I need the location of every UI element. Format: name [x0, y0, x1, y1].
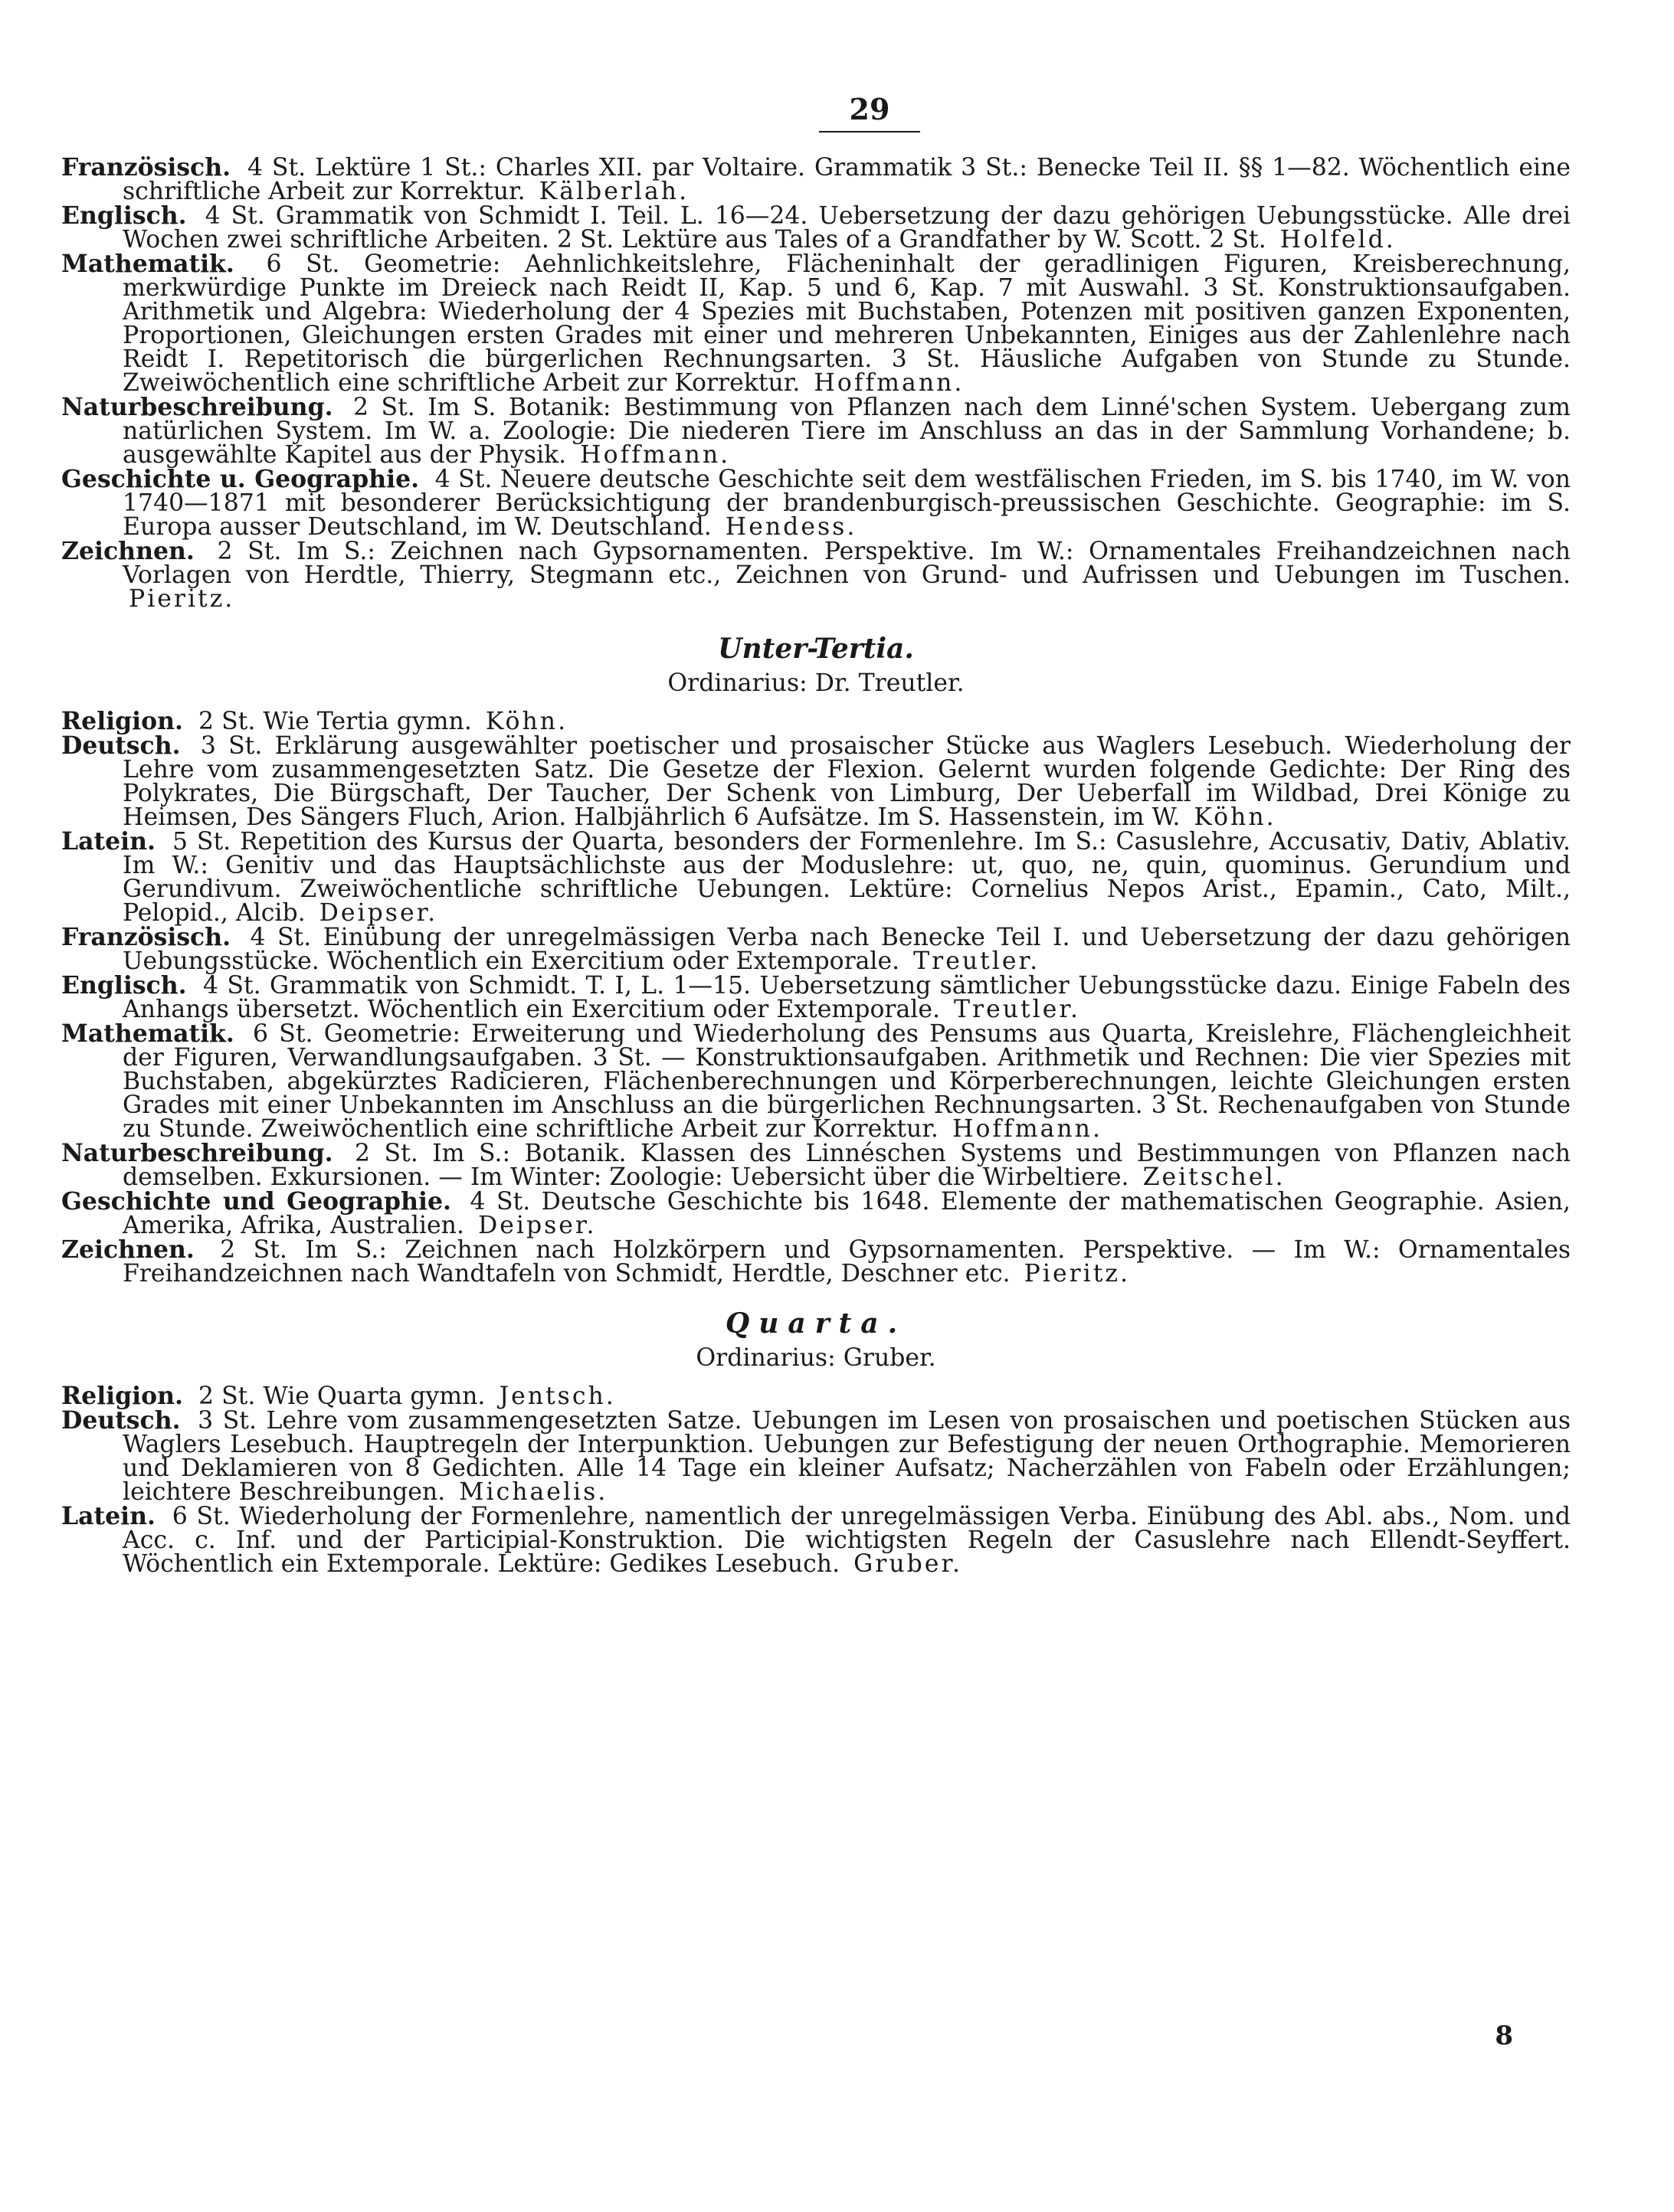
subject-entry: Zeichnen. 2 St. Im S.: Zeichnen nach Holzkörpern und Gypsornamenten. Perspektive. — Im W.: Ornamentales Freihandzeichnen nach Wandtafeln von Schmidt, Herdtle, Deschner etc. Pieritz.	[61, 1235, 1571, 1288]
subject-entry: Naturbeschreibung. 2 St. Im S. Botanik: Bestimmung von Pflanzen nach dem Linné'schen System. Uebergang zum natürlichen System. Im W. a. Zoologie: Die niederen Tiere im Anschluss an das in der Sammlung Vorhandene; b. ausgewählte Kapitel aus der Physik. Hoffmann.	[61, 393, 1571, 469]
document-page	[61, 92, 1571, 1576]
subject-entry: Zeichnen. 2 St. Im S.: Zeichnen nach Gypsornamenten. Perspektive. Im W.: Ornamentales Freihandzeichnen nach Vorlagen von Herdtle, Thierry, Stegmann etc., Zeichnen von Grund- und Aufrissen und Uebungen im Tuschen. Pieritz.	[61, 537, 1571, 613]
subject-entry: Naturbeschreibung. 2 St. Im S.: Botanik. Klassen des Linnéschen Systems und Bestimmungen von Pflanzen nach demselben. Exkursionen. — Im Winter: Zoologie: Uebersicht über die Wirbeltiere. Zeitschel.	[61, 1139, 1571, 1191]
section-title: Unter-Tertia.	[718, 633, 914, 665]
subject-entry: Religion. 2 St. Wie Quarta gymn. Jentsch.	[61, 1382, 616, 1410]
section-unter-tertia	[61, 633, 1571, 1286]
subject-entry: Französisch. 4 St. Einübung der unregelmässigen Verba nach Benecke Teil I. und Uebersetzung der dazu gehörigen Uebungsstücke. Wöchentlich ein Exercitium oder Extemporale. Treutler.	[61, 923, 1571, 975]
subject-entry: Mathematik. 6 St. Geometrie: Erweiterung und Wiederholung des Pensums aus Quarta, Kreislehre, Flächengleichheit der Figuren, Verwandlungsaufgaben. 3 St. — Konstruktionsaufgaben. Arithmetik und Rechnen: Die vier Spezies mit Buchstaben, abgekürztes Radicieren, Flächenberechnungen und Körperberechnungen, leichte Gleichungen ersten Grades mit einer Unbekannten im Anschluss an die bürgerlichen Rechnungsarten. 3 St. Rechenaufgaben von Stunde zu Stunde. Zweiwöchentlich eine schriftliche Arbeit zur Korrektur. Hoffmann.	[61, 1019, 1571, 1143]
subject-entry: Deutsch. 3 St. Lehre vom zusammengesetzten Satze. Uebungen im Lesen von prosaischen und poetischen Stücken aus Waglers Lesebuch. Hauptregeln der Interpunktion. Uebungen zur Befestigung der neuen Orthographie. Memorieren und Deklamieren von 8 Gedichten. Alle 14 Tage ein kleiner Aufsatz; Nacherzählen von Fabeln oder Erzählungen; leichtere Beschreibungen. Michaelis.	[61, 1406, 1571, 1506]
subject-entry: Deutsch. 3 St. Erklärung ausgewählter poetischer und prosaischer Stücke aus Waglers Lesebuch. Wiederholung der Lehre vom zusammengesetzten Satz. Die Gesetze der Flexion. Gelernt wurden folgende Gedichte: Der Ring des Polykrates, Die Bürgschaft, Der Taucher, Der Schenk von Limburg, Der Ueberfall im Wildbad, Drei Könige zu Heimsen, Des Sängers Fluch, Arion. Halbjährlich 6 Aufsätze. Im S. Hassenstein, im W. Köhn.	[61, 731, 1571, 831]
section-continuation	[61, 155, 1571, 611]
section-quarta	[61, 1307, 1571, 1576]
sheet-signature-number: 8	[1495, 2021, 1513, 2051]
subject-entry: Geschichte u. Geographie. 4 St. Neuere deutsche Geschichte seit dem westfälischen Frieden, im S. bis 1740, im W. von 1740—1871 mit besonderer Berücksichtigung der brandenburgisch-preussischen Geschichte. Geographie: im S. Europa ausser Deutschland, im W. Deutschland. Hendess.	[61, 465, 1571, 541]
ordinarius: Ordinarius: Dr. Treutler.	[667, 669, 965, 697]
subject-entry: Geschichte und Geographie. 4 St. Deutsche Geschichte bis 1648. Elemente der mathematischen Geographie. Asien, Amerika, Afrika, Australien. Deipser.	[61, 1187, 1571, 1239]
subject-entry: Englisch. 4 St. Grammatik von Schmidt I. Teil. L. 16—24. Uebersetzung der dazu gehörigen Uebungsstücke. Alle drei Wochen zwei schriftliche Arbeiten. 2 St. Lektüre aus Tales of a Grandfather by W. Scott. 2 St. Holfeld.	[61, 201, 1571, 254]
subject-entry: Religion. 2 St. Wie Tertia gymn. Köhn.	[61, 707, 568, 735]
subject-entry: Latein. 6 St. Wiederholung der Formenlehre, namentlich der unregelmässigen Verba. Einübung des Abl. abs., Nom. und Acc. c. Inf. und der Participial-Konstruktion. Die wichtigsten Regeln der Casuslehre nach Ellendt-Seyffert. Wöchentlich ein Extemporale. Lektüre: Gedikes Lesebuch. Gruber.	[61, 1502, 1571, 1578]
ordinarius: Ordinarius: Gruber.	[696, 1344, 936, 1372]
section-title: Quarta.	[725, 1307, 907, 1340]
page-number: 29	[61, 92, 1571, 133]
subject-entry: Französisch. 4 St. Lektüre 1 St.: Charles XII. par Voltaire. Grammatik 3 St.: Benecke Teil II. §§ 1—82. Wöchentlich eine schriftliche Arbeit zur Korrektur. Kälberlah.	[61, 153, 1571, 205]
subject-entry: Englisch. 4 St. Grammatik von Schmidt. T. I, L. 1—15. Uebersetzung sämtlicher Uebungsstücke dazu. Einige Fabeln des Anhangs übersetzt. Wöchentlich ein Exercitium oder Extemporale. Treutler.	[61, 971, 1571, 1023]
subject-entry: Latein. 5 St. Repetition des Kursus der Quarta, besonders der Formenlehre. Im S.: Casuslehre, Accusativ, Dativ, Ablativ. Im W.: Genitiv und das Hauptsächlichste aus der Moduslehre: ut, quo, ne, quin, quominus. Gerundium und Gerundivum. Zweiwöchentliche schriftliche Uebungen. Lektüre: Cornelius Nepos Arist., Epamin., Cato, Milt., Pelopid., Alcib. Deipser.	[61, 827, 1571, 927]
subject-entry: Mathematik. 6 St. Geometrie: Aehnlichkeitslehre, Flächeninhalt der geradlinigen Figuren, Kreisberechnung, merkwürdige Punkte im Dreieck nach Reidt II, Kap. 5 und 6, Kap. 7 mit Auswahl. 3 St. Konstruktionsaufgaben. Arithmetik und Algebra: Wiederholung der 4 Spezies mit Buchstaben, Potenzen mit positiven ganzen Exponenten, Proportionen, Gleichungen ersten Grades mit einer und mehreren Unbekannten, Einiges aus der Zahlenlehre nach Reidt I. Repetitorisch die bürgerlichen Rechnungsarten. 3 St. Häusliche Aufgaben von Stunde zu Stunde. Zweiwöchentlich eine schriftliche Arbeit zur Korrektur. Hoffmann.	[61, 250, 1571, 397]
